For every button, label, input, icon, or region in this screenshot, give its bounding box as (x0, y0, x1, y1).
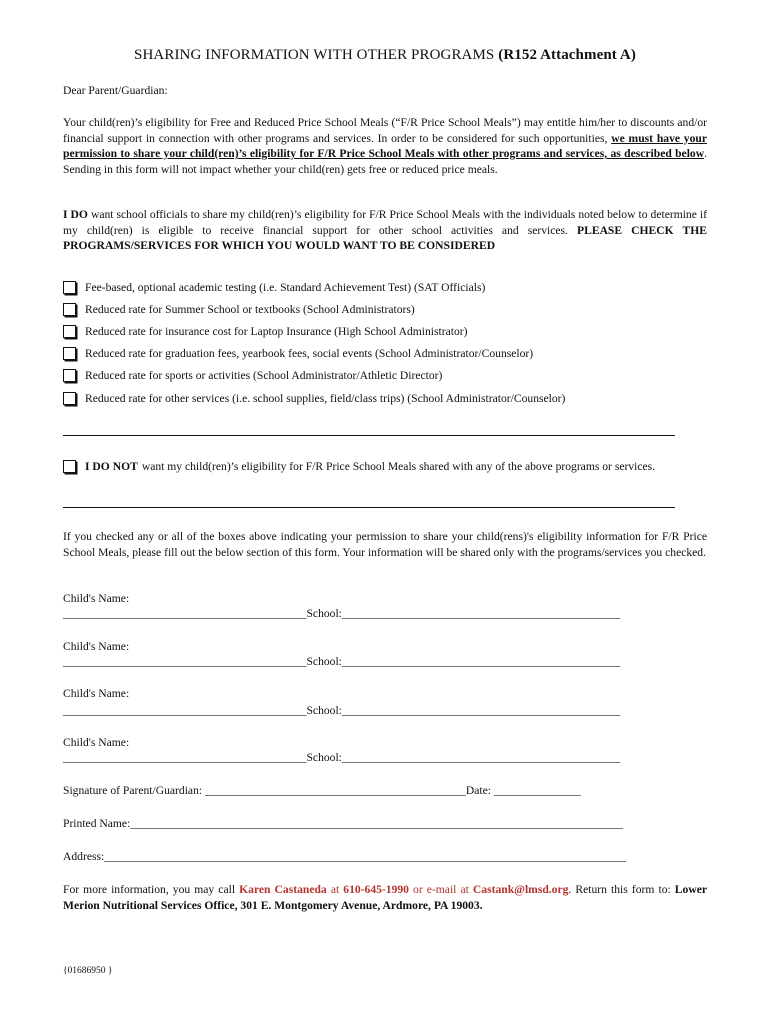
program-checklist (63, 276, 713, 409)
signature-row (63, 784, 581, 797)
child-name-label: Child's Name: (63, 640, 130, 653)
signature-field[interactable]: _____________________________________________ (204, 784, 466, 797)
intro-text-1: Your child(ren)’s eligibility for Free and Reduced Price School Meals (“F/R Price School Meals”) may entitle him/her to discounts and/or financial support in connection with other programs and services. In order to be considered for such opportunities, (63, 116, 707, 145)
divider (63, 507, 675, 508)
child-name-field[interactable]: __________________________________________School:________________________________________________ (63, 704, 621, 717)
contact-text-4: . Return this form to: (568, 883, 675, 896)
consent-i-do: I DO (63, 208, 88, 221)
child-name-field[interactable]: __________________________________________School:________________________________________________ (63, 751, 621, 764)
consent-instruction: PLEASE CHECK THE PROGRAMS/SERVICES FOR WHICH YOU WOULD WANT TO BE CONSIDERED (63, 223, 708, 252)
do-not-bold: I DO NOT (85, 460, 138, 473)
child-name-label: Child's Name: (63, 736, 130, 749)
printed-name-field[interactable]: Printed Name:_____________________________________________________________________________________ (63, 817, 624, 830)
program-label: Reduced rate for insurance cost for Laptop Insurance (High School Administrator) (85, 324, 468, 338)
program-option-graduation-fees[interactable] (63, 343, 713, 365)
child-name-field[interactable]: __________________________________________School:________________________________________________ (63, 607, 621, 620)
program-option-other-services[interactable] (63, 387, 713, 409)
instructions-paragraph: If you checked any or all of the boxes above indicating your permission to share your child(rens)'s eligibility information for F/R Price School Meals, please fill out the below section of this form. Your information will be shared only with the programs/services you checked. (63, 530, 707, 559)
checkbox[interactable] (63, 281, 76, 294)
checkbox[interactable] (63, 369, 76, 382)
date-label: Date: (465, 784, 494, 797)
contact-text-3: or e-mail at (408, 883, 473, 896)
return-address: Lower Merion Nutritional Services Office, 301 E. Montgomery Avenue, Ardmore, PA 19003. (63, 883, 707, 912)
program-option-summer-school[interactable] (63, 298, 713, 320)
divider (63, 435, 675, 436)
program-label: Reduced rate for graduation fees, yearbook fees, social events (School Administrator/Counselor) (85, 347, 534, 361)
checkbox[interactable] (63, 392, 76, 405)
child-name-label: Child's Name: (63, 687, 130, 700)
contact-email[interactable]: Castank@lmsd.org (472, 883, 569, 896)
checkbox[interactable] (63, 347, 76, 360)
intro-paragraph (63, 115, 707, 177)
checkbox[interactable] (63, 325, 76, 338)
program-option-laptop-insurance[interactable] (63, 320, 713, 342)
signature-label: Signature of Parent/Guardian: (63, 784, 205, 797)
program-label: Reduced rate for other services (i.e. school supplies, field/class trips) (School Administrator/Counselor) (85, 391, 566, 405)
salutation: Dear Parent/Guardian: (63, 84, 168, 97)
contact-info (63, 882, 707, 913)
child-name-label: Child's Name: (63, 592, 130, 605)
program-label: Fee-based, optional academic testing (i.e. Standard Achievement Test) (SAT Officials) (85, 280, 486, 294)
contact-name: Karen Castaneda (239, 883, 327, 896)
contact-text-1: For more information, you may call (63, 883, 240, 896)
do-not-text: want my child(ren)’s eligibility for F/R Price School Meals shared with any of the above programs or services. (141, 460, 656, 473)
consent-text: want school officials to share my child(ren)’s eligibility for F/R Price School Meals with the individuals noted below to determine if my child(ren) is eligible to receive financial support for other school activities and services. (63, 208, 707, 237)
title-main: SHARING INFORMATION WITH OTHER PROGRAMS (134, 47, 499, 63)
title-attachment: (R152 Attachment A) (498, 47, 636, 63)
checkbox[interactable] (63, 303, 76, 316)
program-option-testing[interactable] (63, 276, 713, 298)
document-number: {01686950 } (63, 966, 113, 976)
program-option-sports[interactable] (63, 365, 713, 387)
date-field[interactable]: _______________ (493, 784, 581, 797)
intro-emphasis: we must have your permission to share your child(ren)’s eligibility for F/R Price School Meals with other programs and services, as described below (63, 131, 707, 160)
program-label: Reduced rate for sports or activities (School Administrator/Athletic Director) (85, 369, 443, 383)
page-title (0, 47, 770, 64)
address-field[interactable]: Address:__________________________________________________________________________________________ (63, 850, 626, 863)
do-not-option[interactable] (63, 460, 655, 473)
program-label: Reduced rate for Summer School or textbooks (School Administrators) (85, 302, 415, 316)
intro-text-2: . Sending in this form will not impact whether your child(ren) gets free or reduced price meals. (63, 147, 707, 176)
checkbox[interactable] (63, 460, 76, 473)
contact-text-2: at (326, 883, 344, 896)
consent-paragraph (63, 207, 707, 254)
contact-phone: 610-645-1990 (343, 883, 409, 896)
child-name-field[interactable]: __________________________________________School:________________________________________________ (63, 655, 621, 668)
